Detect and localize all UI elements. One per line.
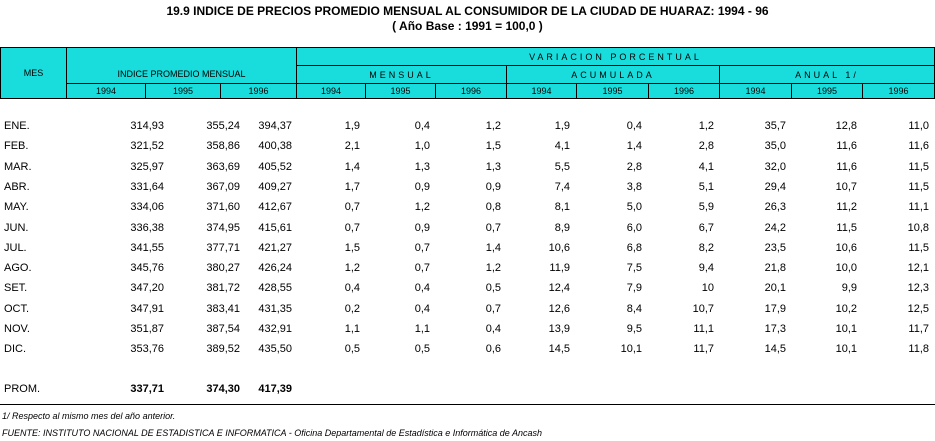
month-label: PROM. xyxy=(4,383,41,395)
table-cell: 1,9 xyxy=(554,120,570,132)
year-1994: 1994 xyxy=(66,83,146,99)
table-cell: 314,93 xyxy=(130,120,164,132)
month-label: ABR. xyxy=(4,180,30,193)
table-cell: 389,52 xyxy=(206,343,240,356)
table-cell: 1,0 xyxy=(414,140,430,153)
table-cell: 2,1 xyxy=(344,140,360,153)
header-variacion: VARIACION PORCENTUAL xyxy=(296,47,935,66)
table-cell: 35,7 xyxy=(764,120,786,132)
header-mes: MES xyxy=(0,47,67,99)
table-cell: 26,3 xyxy=(764,201,786,214)
table-cell: 8,9 xyxy=(554,221,570,234)
table-cell: 1,7 xyxy=(344,180,360,193)
table-cell: 14,5 xyxy=(548,343,570,356)
table-cell: 371,60 xyxy=(206,201,240,214)
table-cell: 10,7 xyxy=(835,180,857,193)
year-1995: 1995 xyxy=(576,83,649,99)
table-cell: 383,41 xyxy=(206,302,240,315)
table-cell: 10,2 xyxy=(835,302,857,315)
table-row xyxy=(0,201,935,217)
table-cell: 358,86 xyxy=(206,140,240,153)
table-cell: 7,9 xyxy=(626,282,642,295)
month-label: SET. xyxy=(4,282,28,295)
table-cell: 11,6 xyxy=(836,140,857,153)
table-cell: 1,2 xyxy=(344,262,360,275)
table-cell: 1,4 xyxy=(344,160,360,173)
table-cell: 0,7 xyxy=(344,221,360,234)
header-acumulada: ACUMULADA xyxy=(506,65,720,84)
table-cell: 409,27 xyxy=(258,180,292,193)
year-1996: 1996 xyxy=(220,83,297,99)
month-label: JUN. xyxy=(4,221,29,234)
table-cell: 334,06 xyxy=(130,201,164,214)
table-cell: 11,5 xyxy=(836,221,857,234)
table-cell: 0,5 xyxy=(414,343,430,356)
table-cell: 1,5 xyxy=(485,140,501,153)
table-cell: 17,9 xyxy=(764,302,786,315)
table-cell: 0,5 xyxy=(485,282,501,295)
table-cell: 331,64 xyxy=(130,180,164,193)
year-1994: 1994 xyxy=(296,83,366,99)
table-cell: 10,1 xyxy=(835,343,857,356)
table-row xyxy=(0,323,935,339)
table-cell: 9,5 xyxy=(626,323,642,335)
table-cell: 421,27 xyxy=(258,241,292,254)
table-cell: 381,72 xyxy=(206,282,240,295)
table-row xyxy=(0,343,935,359)
table-cell: 12,6 xyxy=(548,302,570,315)
table-cell: 1,1 xyxy=(344,323,360,335)
table-cell: 11,8 xyxy=(908,343,929,356)
table-cell: 2,8 xyxy=(626,160,642,173)
table-cell: 20,1 xyxy=(764,282,786,295)
table-cell: 0,4 xyxy=(414,282,430,295)
month-label: FEB. xyxy=(4,140,29,153)
table-cell: 3,8 xyxy=(626,180,642,193)
year-1995: 1995 xyxy=(145,83,221,99)
table-cell: 374,30 xyxy=(206,383,240,395)
table-row xyxy=(0,140,935,156)
table-cell: 0,6 xyxy=(485,343,501,356)
table-cell: 11,0 xyxy=(908,120,929,132)
table-cell: 387,54 xyxy=(206,323,240,335)
table-cell: 12,3 xyxy=(907,282,929,295)
table-cell: 0,7 xyxy=(344,201,360,214)
month-label: ENE. xyxy=(4,120,30,132)
month-label: NOV. xyxy=(4,323,30,335)
table-cell: 1,9 xyxy=(344,120,360,132)
table-cell: 1,2 xyxy=(485,120,501,132)
table-cell: 1,3 xyxy=(414,160,430,173)
table-cell: 4,1 xyxy=(554,140,570,153)
table-cell: 17,3 xyxy=(764,323,786,335)
table-row xyxy=(0,222,935,238)
table-cell: 11,6 xyxy=(836,160,857,173)
table-cell: 12,5 xyxy=(907,302,929,315)
table-row xyxy=(0,262,935,278)
table-cell: 11,5 xyxy=(908,180,929,193)
table-row xyxy=(0,282,935,298)
table-cell: 11,7 xyxy=(693,343,714,356)
table-cell: 29,4 xyxy=(764,180,786,193)
table-cell: 2,8 xyxy=(698,140,714,153)
table-cell: 347,20 xyxy=(130,282,164,295)
table-header xyxy=(0,47,935,99)
table-cell: 432,91 xyxy=(258,323,292,335)
table-cell: 11,5 xyxy=(908,160,929,173)
table-cell: 405,52 xyxy=(258,160,292,173)
table-cell: 337,71 xyxy=(130,383,164,395)
table-cell: 10,6 xyxy=(548,241,570,254)
table-cell: 11,2 xyxy=(836,201,857,214)
table-cell: 1,2 xyxy=(485,262,501,275)
table-cell: 1,1 xyxy=(414,323,430,335)
table-cell: 394,37 xyxy=(258,120,292,132)
table-cell: 345,76 xyxy=(130,262,164,275)
table-cell: 10,0 xyxy=(835,262,857,275)
table-cell: 7,4 xyxy=(554,180,570,193)
table-cell: 341,55 xyxy=(130,241,164,254)
table-subtitle: ( Año Base : 1991 = 100,0 ) xyxy=(392,19,543,33)
table-cell: 412,67 xyxy=(258,201,292,214)
footer-divider xyxy=(0,404,935,405)
table-cell: 1,3 xyxy=(485,160,501,173)
table-cell: 11,9 xyxy=(549,262,570,275)
year-1996: 1996 xyxy=(435,83,507,99)
table-cell: 6,7 xyxy=(698,221,714,234)
table-cell: 5,0 xyxy=(626,201,642,214)
table-cell: 0,9 xyxy=(414,180,430,193)
month-label: AGO. xyxy=(4,262,32,275)
header-anual: ANUAL 1/ xyxy=(719,65,935,84)
header-indice: INDICE PROMEDIO MENSUAL xyxy=(66,47,297,84)
header-mensual: MENSUAL xyxy=(296,65,507,84)
table-cell: 347,91 xyxy=(130,302,164,315)
year-1996: 1996 xyxy=(862,83,935,99)
table-cell: 377,71 xyxy=(206,241,240,254)
table-cell: 1,4 xyxy=(485,241,501,254)
table-cell: 426,24 xyxy=(258,262,292,275)
table-cell: 417,39 xyxy=(258,383,292,395)
table-cell: 12,8 xyxy=(835,120,857,132)
year-1995: 1995 xyxy=(365,83,436,99)
table-cell: 0,7 xyxy=(414,262,430,275)
table-cell: 8,1 xyxy=(554,201,570,214)
table-cell: 9,4 xyxy=(698,262,714,275)
table-cell: 10,1 xyxy=(620,343,642,356)
table-title: 19.9 INDICE DE PRECIOS PROMEDIO MENSUAL AL CONSUMIDOR DE LA CIUDAD DE HUARAZ: 1994 - 96 xyxy=(166,4,769,18)
month-label: MAY. xyxy=(4,201,29,214)
table-cell: 428,55 xyxy=(258,282,292,295)
table-cell: 0,4 xyxy=(626,120,642,132)
table-cell: 351,87 xyxy=(130,323,164,335)
table-cell: 0,2 xyxy=(344,302,360,315)
table-cell: 1,2 xyxy=(698,120,714,132)
table-cell: 367,09 xyxy=(206,180,240,193)
month-label: DIC. xyxy=(4,343,26,356)
table-cell: 0,5 xyxy=(344,343,360,356)
table-cell: 12,4 xyxy=(548,282,570,295)
table-cell: 11,5 xyxy=(908,241,929,254)
table-cell: 400,38 xyxy=(258,140,292,153)
table-cell: 5,1 xyxy=(698,180,714,193)
table-cell: 5,5 xyxy=(554,160,570,173)
table-cell: 12,1 xyxy=(907,262,929,275)
table-cell: 10,6 xyxy=(835,241,857,254)
table-cell: 10,7 xyxy=(692,302,714,315)
month-label: MAR. xyxy=(4,160,32,173)
table-cell: 14,5 xyxy=(764,343,786,356)
table-cell: 0,4 xyxy=(414,302,430,315)
table-cell: 1,2 xyxy=(414,201,430,214)
table-cell: 7,5 xyxy=(626,262,642,275)
table-cell: 0,9 xyxy=(485,180,501,193)
table-cell: 363,69 xyxy=(206,160,240,173)
table-cell: 325,97 xyxy=(130,160,164,173)
table-cell: 6,8 xyxy=(626,241,642,254)
table-row xyxy=(0,303,935,319)
table-cell: 321,52 xyxy=(130,140,164,153)
table-cell: 1,4 xyxy=(626,140,642,153)
table-cell: 431,35 xyxy=(258,302,292,315)
source-note: FUENTE: INSTITUTO NACIONAL DE ESTADISTICA E INFORMATICA - Oficina Departamental de Estadística e Informática de Ancash xyxy=(2,428,542,438)
table-cell: 0,7 xyxy=(485,302,501,315)
month-label: OCT. xyxy=(4,302,30,315)
table-row xyxy=(0,161,935,177)
table-cell: 23,5 xyxy=(764,241,786,254)
table-cell: 11,6 xyxy=(908,140,929,153)
table-cell: 355,24 xyxy=(206,120,240,132)
table-cell: 11,1 xyxy=(693,323,714,335)
table-cell: 4,1 xyxy=(698,160,714,173)
table-cell: 13,9 xyxy=(548,323,570,335)
table-cell: 10,8 xyxy=(907,221,929,234)
year-1995: 1995 xyxy=(791,83,863,99)
table-cell: 8,2 xyxy=(698,241,714,254)
table-cell: 11,1 xyxy=(908,201,929,214)
month-label: JUL. xyxy=(4,241,27,254)
year-1994: 1994 xyxy=(719,83,792,99)
table-row xyxy=(0,242,935,258)
table-cell: 0,4 xyxy=(414,120,430,132)
average-row xyxy=(0,383,935,399)
table-cell: 10 xyxy=(701,282,714,295)
table-cell: 380,27 xyxy=(206,262,240,275)
year-1996: 1996 xyxy=(648,83,720,99)
table-cell: 35,0 xyxy=(764,140,786,153)
footnote: 1/ Respecto al mismo mes del año anterior. xyxy=(2,411,176,421)
table-cell: 6,0 xyxy=(626,221,642,234)
table-cell: 5,9 xyxy=(698,201,714,214)
table-cell: 1,5 xyxy=(344,241,360,254)
table-cell: 21,8 xyxy=(764,262,786,275)
table-cell: 0,8 xyxy=(485,201,501,214)
table-cell: 11,7 xyxy=(908,323,929,335)
table-cell: 0,4 xyxy=(344,282,360,295)
table-cell: 0,7 xyxy=(485,221,501,234)
table-cell: 415,61 xyxy=(258,221,292,234)
table-cell: 24,2 xyxy=(764,221,786,234)
table-cell: 435,50 xyxy=(258,343,292,356)
table-cell: 0,9 xyxy=(414,221,430,234)
table-cell: 0,4 xyxy=(485,323,501,335)
table-row xyxy=(0,120,935,136)
table-cell: 336,38 xyxy=(130,221,164,234)
table-row xyxy=(0,181,935,197)
table-cell: 374,95 xyxy=(206,221,240,234)
table-cell: 32,0 xyxy=(764,160,786,173)
table-cell: 8,4 xyxy=(626,302,642,315)
table-cell: 10,1 xyxy=(835,323,857,335)
year-1994: 1994 xyxy=(506,83,577,99)
table-cell: 0,7 xyxy=(414,241,430,254)
table-cell: 353,76 xyxy=(130,343,164,356)
table-cell: 9,9 xyxy=(841,282,857,295)
